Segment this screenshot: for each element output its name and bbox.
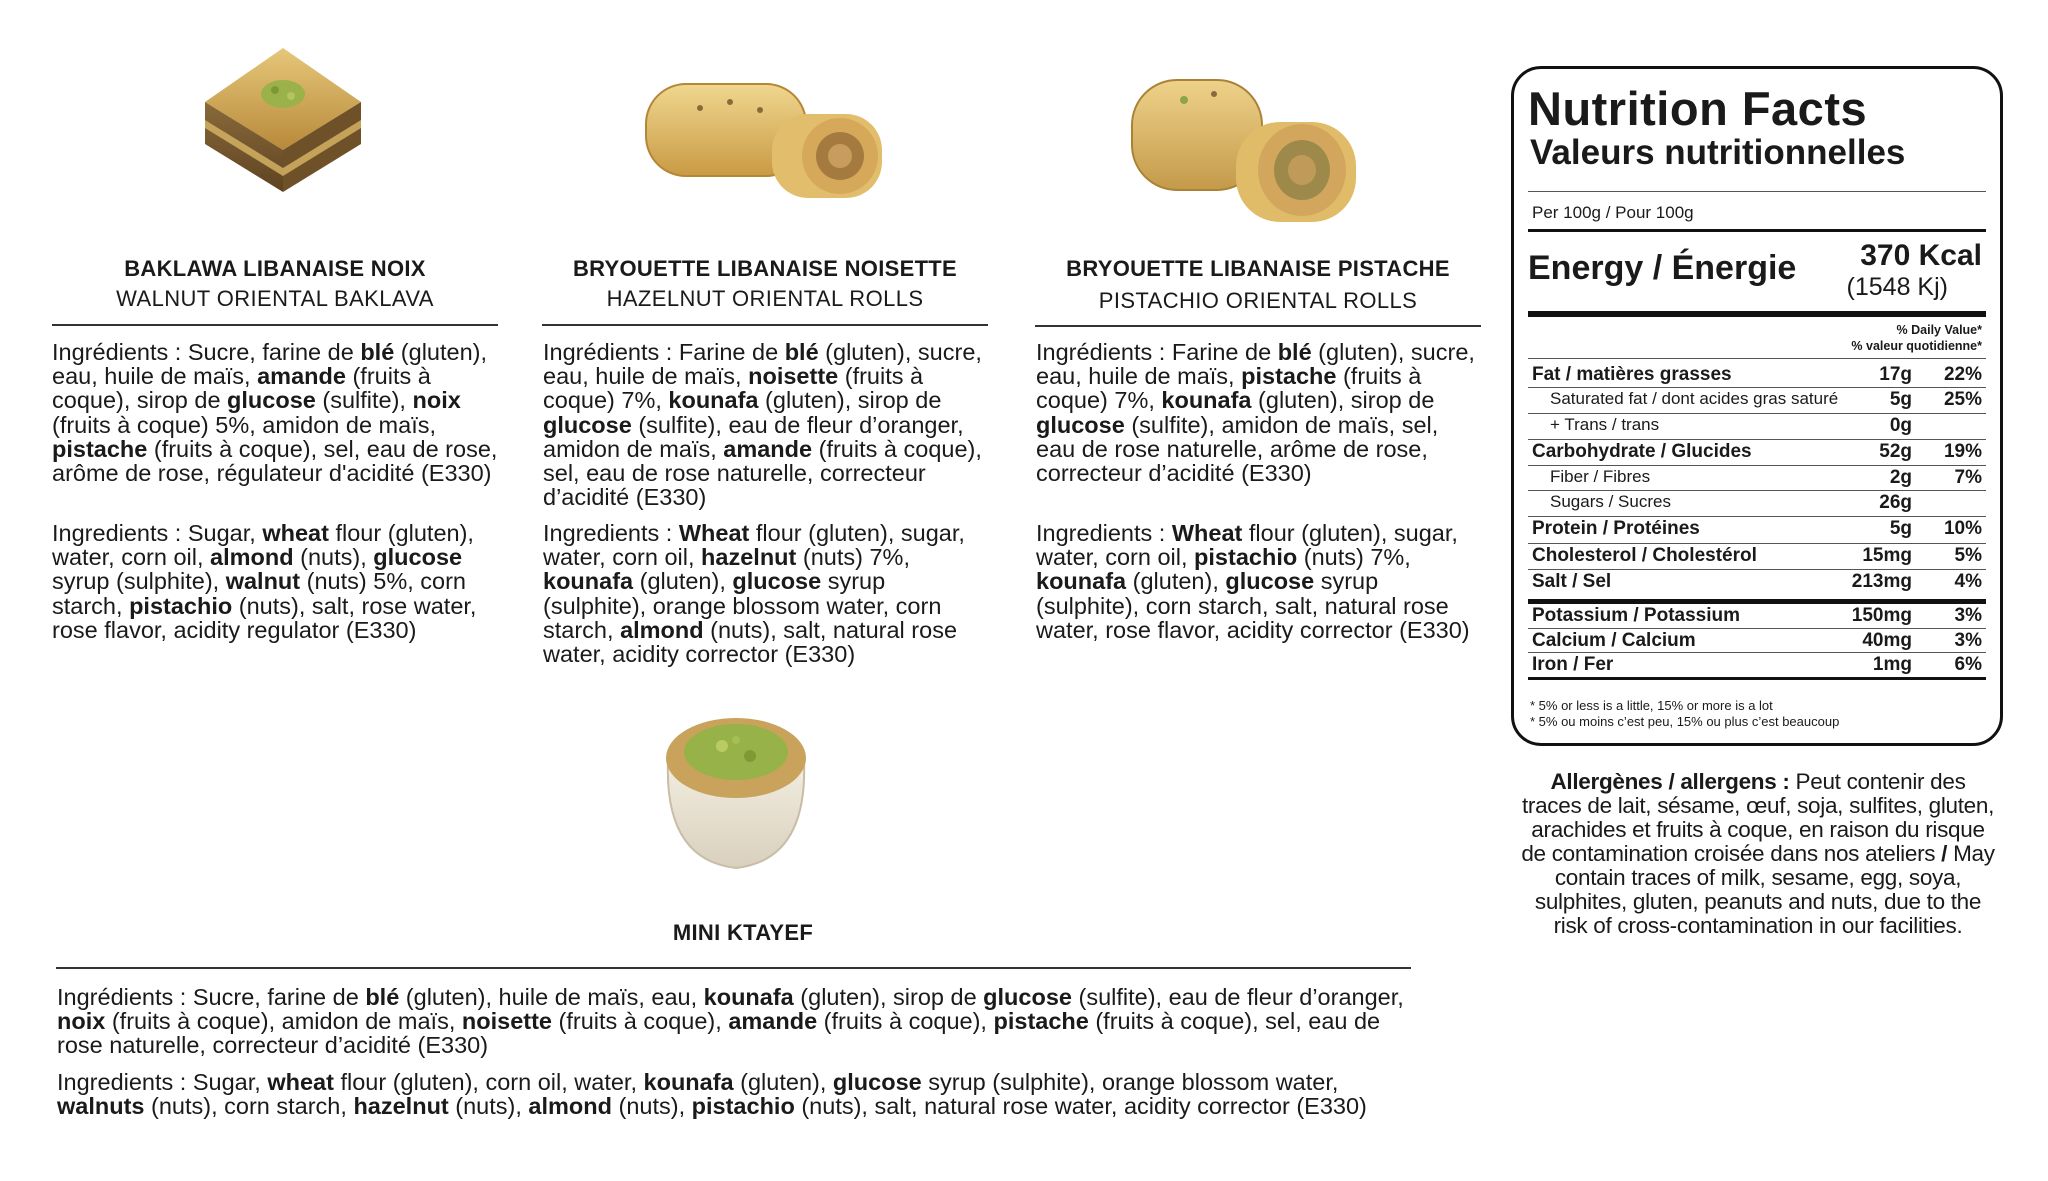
energy-kj: (1548 Kj) [1846,273,1948,301]
allergens-text-en: May contain traces of milk, sesame, egg, soya, sulphites, gluten, peanuts and nuts, due to the risk of cross-contamination in our facilities. [1534,841,1995,938]
allergen-highlight: kounafa [703,984,794,1010]
allergen-highlight: blé [360,339,395,365]
nutrition-rule [1528,569,1986,570]
nutrient-amount: 213mg [1851,571,1912,592]
ingredient-text: (nuts), salt, natural rose water, acidity corrector (E330) [794,1093,1367,1120]
energy-kcal: 370 Kcal [1860,239,1982,272]
ingredient-text: flour (gluten), water, corn oil, [52,520,474,571]
allergens-notice [1520,770,1996,938]
nutrition-serving: Per 100g / Pour 100g [1532,203,1694,222]
nutrition-thick-rule [1528,311,1986,317]
allergen-highlight: kounafa [643,1069,734,1095]
allergen-highlight: blé [365,984,400,1010]
ingredients-en-pistachio-rolls [1036,521,1482,642]
product-divider [52,324,498,326]
nutrient-daily-value: 3% [1954,605,1982,626]
ingredient-text: flour (gluten), corn oil, water, [333,1069,644,1095]
allergen-highlight: glucose [1225,568,1315,595]
ingredient-text: Ingrédients : [57,984,187,1010]
ingredient-text: (fruits à coque) 7%, [1036,363,1422,414]
ingredient-text: (sulfite), amidon de maïs, sel, eau de rose naturelle, arôme de rose, correcteur d’acidité (E330) [1036,411,1439,487]
nutrient-daily-value: 22% [1943,364,1982,385]
ingredient-text: (gluten), [1126,568,1226,595]
nutrient-amount: 0g [1889,415,1912,436]
ingredient-text: Sucre, farine de [181,339,361,365]
ingredient-text: (nuts) 7%, [1297,544,1411,571]
nutrient-daily-value: 19% [1943,441,1982,462]
baklawa-photo [183,40,383,200]
nutrition-rule [1528,465,1986,466]
energy-label: Energy / Énergie [1528,249,1797,287]
nutrient-daily-value: 7% [1954,467,1982,488]
ingredients-fr-hazelnut-rolls [543,340,989,509]
ingredient-text: Sugar, [181,520,263,546]
nutrition-title: Nutrition Facts [1528,82,1868,135]
ingredient-text: Sucre, farine de [186,984,366,1010]
ingredient-text: (fruits à coque), sirop de [52,363,431,414]
allergen-highlight: kounafa [1036,568,1127,595]
allergen-highlight: glucose [373,544,463,571]
allergen-highlight: noisette [748,363,839,390]
allergen-highlight: hazelnut [701,544,797,571]
allergen-highlight: pistachio [1194,544,1298,571]
product-subtitle-hazelnut-rolls: HAZELNUT ORIENTAL ROLLS [606,286,924,311]
allergen-highlight: almond [620,616,704,643]
nutrition-row [1514,492,2000,518]
nutrient-amount: 40mg [1862,630,1912,651]
product-name-hazelnut-rolls: BRYOUETTE LIBANAISE NOISETTE [572,256,958,281]
allergens-label: Allergènes / allergens : [1550,769,1790,794]
ingredient-text: Ingredients : [1036,520,1166,546]
ingredient-text: (fruits à coque), [817,1008,994,1035]
nutrition-row [1514,415,2000,441]
nutrient-label: Fiber / Fibres [1550,467,1651,486]
allergen-highlight: kounafa [668,387,759,414]
allergen-highlight: pistache [993,1008,1089,1035]
nutrition-rule [1528,599,1986,604]
nutrient-label: Potassium / Potassium [1532,605,1741,626]
ingredient-text: Ingrédients : [543,339,673,365]
product-divider [542,324,988,326]
nutrient-label: Cholesterol / Cholestérol [1532,545,1757,566]
ingredients-en-hazelnut-rolls [543,521,989,666]
allergen-highlight: pistachio [129,592,233,619]
allergen-highlight: almond [528,1093,612,1120]
ingredient-text: Sugar, [186,1069,268,1095]
nutrition-rule [1528,358,1986,359]
allergens-text-fr: Peut contenir des traces de lait, sésame, œuf, soja, sulfites, gluten, arachides et fruits à coque, en raison du risque de contamination croisée dans nos ateliers [1521,769,1995,866]
ingredient-text: syrup (sulphite), orange blossom water, [921,1069,1339,1095]
ingredient-text: (fruits à coque), [552,1008,729,1035]
nutrition-subtitle: Valeurs nutritionnelles [1530,133,1906,172]
allergen-highlight: glucose [983,984,1072,1010]
allergen-highlight: kounafa [1161,387,1252,414]
ingredient-text: flour (gluten), sugar, water, corn oil, [1036,520,1458,571]
ingredient-text: (sulfite), [315,387,413,414]
allergen-highlight: pistache [52,435,148,462]
ingredients-en-mini-ktayef [57,1070,1411,1118]
nutrient-amount: 1mg [1872,654,1912,675]
nutrition-rule [1528,387,1986,388]
allergen-highlight: pistache [1241,363,1337,390]
product-name-baklawa: BAKLAWA LIBANAISE NOIX [124,256,426,281]
ingredients-fr-mini-ktayef [57,985,1411,1058]
ingredient-text: (gluten), sirop de [758,387,942,414]
allergen-highlight: blé [784,339,819,365]
nutrient-label: Calcium / Calcium [1532,630,1696,651]
nutrition-rule [1528,677,1986,680]
allergen-highlight: kounafa [543,568,634,595]
allergen-highlight: noisette [461,1008,552,1035]
nutrition-rule [1528,490,1986,491]
ingredient-text: (nuts) 5%, corn starch, [52,568,466,619]
nutrition-thick-rule [1528,229,1986,232]
ingredient-text: (nuts), [448,1093,529,1120]
nutrition-row [1514,545,2000,571]
nutrition-row [1514,518,2000,544]
ingredient-text: (gluten), [733,1069,833,1095]
nutrient-amount: 150mg [1851,605,1912,626]
ingredient-text: (nuts), salt, natural rose water, acidity corrector (E330) [543,616,958,668]
nutrient-amount: 52g [1879,441,1912,462]
nutrition-rule [1528,543,1986,544]
nutrition-footnote-fr: * 5% ou moins c’est peu, 15% ou plus c’est beaucoup [1530,714,1840,729]
ingredient-text: Ingredients : [543,520,673,546]
nutrition-rule [1528,628,1986,629]
allergen-highlight: Wheat [678,520,750,546]
nutrient-label: + Trans / trans [1550,415,1660,434]
ingredients-fr-pistachio-rolls [1036,340,1482,485]
nutrient-amount: 15mg [1862,545,1912,566]
ingredient-text: Ingrédients : [52,339,182,365]
allergens-separator: / [1941,841,1948,866]
pistachio-rolls-photo [1124,70,1374,230]
product-name-pistachio-rolls: BRYOUETTE LIBANAISE PISTACHE [1066,256,1450,281]
nutrient-label: Protein / Protéines [1532,518,1700,539]
allergen-highlight: pistachio [691,1093,795,1120]
ingredients-en-baklawa [52,521,498,642]
ingredient-text: (gluten), sucre, eau, huile de maïs, [543,339,982,390]
product-subtitle-baklawa: WALNUT ORIENTAL BAKLAVA [116,286,434,311]
allergen-highlight: glucose [227,387,316,414]
ingredient-text: (gluten), [633,568,733,595]
ingredient-text: flour (gluten), sugar, water, corn oil, [543,520,965,571]
ingredient-text: (nuts), salt, rose water, rose flavor, acidity regulator (E330) [52,592,477,643]
nutrient-label: Carbohydrate / Glucides [1532,441,1752,462]
ingredient-text: syrup (sulphite), orange blossom water, corn starch, [543,568,942,643]
ingredients-fr-baklawa [52,340,498,485]
allergen-highlight: glucose [732,568,822,595]
ingredient-text: (gluten), eau, huile de maïs, [52,339,488,390]
nutrient-label: Sugars / Sucres [1550,492,1671,511]
nutrient-daily-value: 5% [1954,545,1982,566]
ingredient-text: (nuts), corn starch, [144,1093,354,1120]
nutrient-daily-value: 3% [1954,630,1982,651]
allergen-highlight: walnut [225,568,301,595]
ingredient-text: (nuts) 7%, [796,544,910,571]
nutrition-rule [1528,439,1986,440]
nutrient-daily-value: 4% [1954,571,1982,592]
nutrition-rule [1528,191,1986,192]
nutrient-daily-value: 10% [1943,518,1982,539]
mini-ktayef-photo [656,700,816,880]
ingredient-text: syrup (sulphite), [52,568,226,595]
allergen-highlight: amande [257,363,346,390]
nutrient-amount: 17g [1879,364,1912,385]
nutrition-facts-panel [1511,66,2003,746]
allergen-highlight: noix [57,1008,106,1035]
allergen-highlight: wheat [262,520,329,546]
nutrient-daily-value: 25% [1943,389,1982,410]
ingredient-text: (fruits à coque), sel, eau de rose, arôme de rose, régulateur d'acidité (E330) [52,435,498,487]
nutrient-daily-value: 6% [1954,654,1982,675]
ingredient-text: (nuts), [293,544,374,571]
allergen-highlight: walnuts [57,1093,145,1120]
ingredient-text: Farine de [1165,339,1278,365]
daily-value-header-en: % Daily Value* [1896,323,1982,337]
nutrient-label: Salt / Sel [1532,571,1612,592]
allergen-highlight: hazelnut [353,1093,449,1120]
ingredient-text: (fruits à coque) 5%, amidon de maïs, [52,411,437,438]
product-name-mini-ktayef: MINI KTAYEF [672,920,814,945]
ingredient-text: (gluten), sucre, eau, huile de maïs, [1036,339,1475,390]
nutrition-rule [1528,516,1986,517]
allergen-highlight: almond [210,544,294,571]
allergen-highlight: amande [728,1008,818,1035]
ingredient-text: Ingredients : [52,520,182,546]
ingredient-text: (fruits à coque), sel, eau de rose naturelle, correcteur d’acidité (E330) [57,1008,1381,1059]
ingredient-text: (fruits à coque), sel, eau de rose naturelle, correcteur d’acidité (E330) [543,435,982,511]
nutrition-footnote-en: * 5% or less is a little, 15% or more is a lot [1530,698,1773,713]
nutrient-label: Iron / Fer [1532,654,1614,675]
ingredient-text: (gluten), huile de maïs, eau, [399,984,704,1010]
ingredient-text: (nuts), [611,1093,692,1120]
nutrient-amount: 5g [1889,389,1912,410]
allergen-highlight: wheat [267,1069,334,1095]
allergen-highlight: glucose [1036,411,1125,438]
nutrient-amount: 26g [1879,492,1912,513]
nutrient-label: Fat / matières grasses [1532,364,1732,385]
allergen-highlight: noix [412,387,461,414]
ingredient-text: syrup (sulphite), corn starch, salt, natural rose water, rose flavor, acidity corrector (E330) [1036,568,1470,643]
ingredient-text: (fruits à coque), amidon de maïs, [105,1008,462,1035]
allergen-highlight: blé [1277,339,1312,365]
nutrition-row [1514,389,2000,415]
product-subtitle-pistachio-rolls: PISTACHIO ORIENTAL ROLLS [1098,288,1418,313]
hazelnut-rolls-photo [640,64,890,204]
nutrition-row [1514,571,2000,597]
daily-value-header-fr: % valeur quotidienne* [1851,339,1982,353]
ingredient-text: (sulfite), eau de fleur d’oranger, [1071,984,1404,1010]
nutrition-row [1514,441,2000,467]
ingredient-text: (fruits à coque) 7%, [543,363,924,414]
ingredient-text: (sulfite), eau de fleur d’oranger, amidon de maïs, [543,411,964,462]
product-divider [1035,325,1481,327]
allergen-highlight: amande [723,435,813,462]
nutrient-amount: 2g [1889,467,1912,488]
ingredient-text: (gluten), sirop de [1251,387,1435,414]
allergen-highlight: glucose [832,1069,922,1095]
allergen-highlight: Wheat [1171,520,1243,546]
product-divider [56,967,1411,969]
ingredient-text: Ingredients : [57,1069,187,1095]
nutrition-rule [1528,652,1986,653]
ingredient-text: Ingrédients : [1036,339,1166,365]
ingredient-text: Farine de [672,339,785,365]
nutrient-label: Saturated fat / dont acides gras saturé [1550,389,1839,408]
nutrition-rule [1528,413,1986,414]
ingredient-text: (gluten), sirop de [793,984,984,1010]
nutrient-amount: 5g [1889,518,1912,539]
allergen-highlight: glucose [543,411,632,438]
